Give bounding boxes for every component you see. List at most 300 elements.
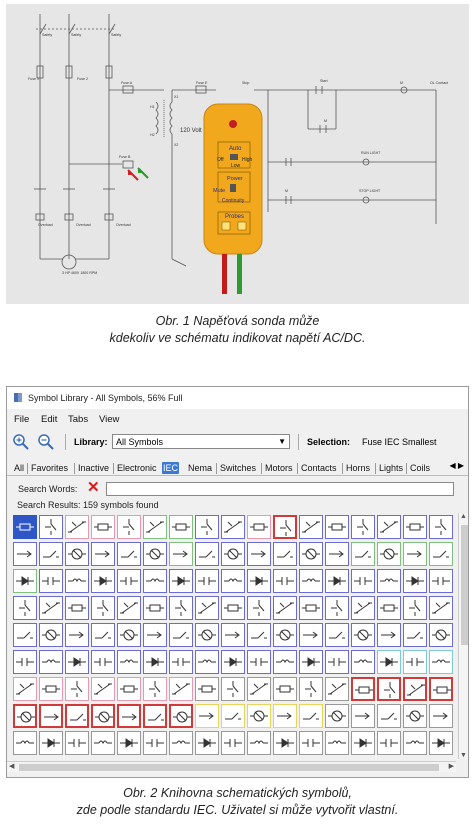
symbol-cell[interactable] <box>429 515 453 539</box>
symbol-cell[interactable] <box>247 515 271 539</box>
symbol-cell[interactable] <box>325 731 349 755</box>
tab-inactive[interactable]: Inactive <box>78 463 110 473</box>
symbol-cell[interactable] <box>429 731 453 755</box>
symbol-cell[interactable] <box>247 542 271 566</box>
tab-favorites[interactable]: Favorites <box>31 463 69 473</box>
schematic-symbol-icon <box>328 518 346 536</box>
schematic-symbol-icon <box>380 626 398 644</box>
search-row <box>7 480 468 498</box>
symbol-cell[interactable] <box>13 704 37 728</box>
symbol-cell[interactable] <box>221 515 245 539</box>
symbol-cell[interactable] <box>377 569 401 593</box>
schematic-symbol-icon <box>198 599 216 617</box>
schematic-symbol-icon <box>146 599 164 617</box>
figure-1-caption-line-1: Obr. 1 Napěťová sonda může <box>155 314 320 328</box>
symbol-cell[interactable] <box>143 623 167 647</box>
symbol-cell[interactable] <box>65 596 89 620</box>
symbol-cell[interactable] <box>117 623 141 647</box>
scroll-up-icon[interactable]: ▲ <box>460 513 467 520</box>
symbol-cell[interactable] <box>195 596 219 620</box>
schematic-symbol-icon <box>432 707 450 725</box>
schematic-symbol-icon <box>302 626 320 644</box>
schematic-symbol-icon <box>224 545 242 563</box>
schematic-symbol-icon <box>146 680 164 698</box>
menu-view[interactable]: View <box>99 414 120 425</box>
symbol-cell[interactable] <box>169 731 193 755</box>
schematic-symbol-icon <box>354 572 372 590</box>
symbol-cell[interactable] <box>247 731 271 755</box>
symbol-cell[interactable] <box>13 623 37 647</box>
symbol-cell[interactable] <box>195 731 219 755</box>
schematic-symbol-icon <box>302 572 320 590</box>
symbol-cell[interactable] <box>299 515 323 539</box>
symbol-cell[interactable] <box>273 596 297 620</box>
schematic-symbol-icon <box>276 734 294 752</box>
symbol-cell[interactable] <box>117 569 141 593</box>
schematic-symbol-icon <box>198 653 216 671</box>
symbol-cell[interactable] <box>39 542 63 566</box>
schematic-symbol-icon <box>380 599 398 617</box>
symbol-cell[interactable] <box>325 542 349 566</box>
schematic-symbol-icon <box>354 653 372 671</box>
symbol-cell[interactable] <box>13 731 37 755</box>
tab-strip <box>7 460 468 476</box>
symbol-cell[interactable] <box>273 677 297 701</box>
symbol-cell[interactable] <box>143 731 167 755</box>
symbol-cell[interactable] <box>13 515 37 539</box>
symbol-cell[interactable] <box>195 704 219 728</box>
symbol-cell[interactable] <box>65 704 89 728</box>
symbol-cell[interactable] <box>377 731 401 755</box>
safety-label-1: Safety <box>42 33 53 37</box>
symbol-cell[interactable] <box>39 623 63 647</box>
schematic-symbol-icon <box>17 708 35 726</box>
symbol-library-window <box>6 386 469 778</box>
symbol-cell[interactable] <box>377 542 401 566</box>
symbol-cell[interactable] <box>143 650 167 674</box>
symbol-cell[interactable] <box>377 704 401 728</box>
zoom-in-icon[interactable] <box>12 433 30 451</box>
figure-1-caption <box>0 313 475 347</box>
symbol-cell[interactable] <box>117 596 141 620</box>
schematic-symbol-icon <box>120 599 138 617</box>
symbol-cell[interactable] <box>403 704 427 728</box>
schematic-symbol-icon <box>198 572 216 590</box>
x2-label: X2 <box>174 143 179 147</box>
symbol-cell[interactable] <box>65 515 89 539</box>
symbol-cell[interactable] <box>325 704 349 728</box>
schematic-symbol-icon <box>198 707 216 725</box>
symbol-cell[interactable] <box>91 569 115 593</box>
tab-iec[interactable]: IEC <box>163 463 179 473</box>
symbol-cell[interactable] <box>13 596 37 620</box>
symbol-cell[interactable] <box>429 650 453 674</box>
schematic-symbol-icon <box>68 518 86 536</box>
schematic-symbol-icon <box>276 572 294 590</box>
tab-all[interactable]: All <box>14 463 25 473</box>
schematic-symbol-icon <box>432 572 450 590</box>
schematic-symbol-icon <box>120 653 138 671</box>
symbol-cell[interactable] <box>403 650 427 674</box>
symbol-cell[interactable] <box>429 677 453 701</box>
tab-horns[interactable]: Horns <box>346 463 371 473</box>
symbol-cell[interactable] <box>247 569 271 593</box>
schematic-symbol-icon <box>224 572 242 590</box>
schematic-symbol-icon <box>42 653 60 671</box>
symbol-cell[interactable] <box>117 731 141 755</box>
selection-label: Selection: <box>307 437 351 447</box>
schematic-symbol-icon <box>68 545 86 563</box>
symbol-cell[interactable] <box>195 542 219 566</box>
schematic-symbol-icon <box>302 518 320 536</box>
symbol-cell[interactable] <box>377 515 401 539</box>
schematic-symbol-icon <box>43 708 61 726</box>
symbol-cell[interactable] <box>39 704 63 728</box>
symbol-cell[interactable] <box>273 704 297 728</box>
schematic-symbol-icon <box>120 680 138 698</box>
symbol-cell[interactable] <box>299 623 323 647</box>
symbol-cell[interactable] <box>117 677 141 701</box>
symbol-cell[interactable] <box>299 731 323 755</box>
schematic-symbol-icon <box>42 680 60 698</box>
symbol-cell[interactable] <box>143 569 167 593</box>
symbol-cell[interactable] <box>403 677 427 701</box>
schematic-symbol-icon <box>95 708 113 726</box>
symbol-cell[interactable] <box>13 650 37 674</box>
symbol-cell[interactable] <box>169 650 193 674</box>
schematic-symbol-icon <box>433 681 451 699</box>
scroll-down-icon[interactable]: ▼ <box>460 752 467 759</box>
symbol-cell[interactable] <box>377 677 401 701</box>
symbol-cell[interactable] <box>377 596 401 620</box>
figure-2-caption <box>0 785 475 819</box>
schematic-symbol-icon <box>250 734 268 752</box>
symbol-cell[interactable] <box>299 596 323 620</box>
schematic-symbol-icon <box>354 518 372 536</box>
symbol-cell[interactable] <box>273 731 297 755</box>
symbol-cell[interactable] <box>13 542 37 566</box>
schematic-symbol-icon <box>224 680 242 698</box>
symbol-cell[interactable] <box>143 677 167 701</box>
symbol-cell[interactable] <box>117 650 141 674</box>
window-title: Symbol Library - All Symbols, 56% Full <box>28 393 183 403</box>
overload-label-1: Overload <box>38 223 53 227</box>
schematic-symbol-icon <box>173 708 191 726</box>
schematic-symbol-icon <box>42 599 60 617</box>
symbol-cell[interactable] <box>325 650 349 674</box>
tab-lights[interactable]: Lights <box>379 463 404 473</box>
symbol-cell[interactable] <box>169 542 193 566</box>
schematic-symbol-icon <box>250 707 268 725</box>
symbol-cell[interactable] <box>143 515 167 539</box>
symbol-cell[interactable] <box>169 569 193 593</box>
symbol-cell[interactable] <box>39 731 63 755</box>
scroll-thumb[interactable] <box>461 525 468 645</box>
schematic-symbol-icon <box>302 545 320 563</box>
schematic-symbol-icon <box>68 653 86 671</box>
schematic-symbol-icon <box>328 680 346 698</box>
symbol-cell[interactable] <box>221 650 245 674</box>
symbol-cell[interactable] <box>91 542 115 566</box>
schematic-symbol-icon <box>250 518 268 536</box>
library-select[interactable] <box>112 434 290 449</box>
symbol-cell[interactable] <box>429 623 453 647</box>
symbol-cell[interactable] <box>91 515 115 539</box>
schematic-symbol-icon <box>302 680 320 698</box>
schematic-symbol-icon <box>250 653 268 671</box>
symbol-cell[interactable] <box>221 731 245 755</box>
volt-label: 120 Volt <box>180 128 202 134</box>
symbol-cell[interactable] <box>91 677 115 701</box>
symbol-cell[interactable] <box>273 542 297 566</box>
symbol-cell[interactable] <box>65 569 89 593</box>
symbol-cell[interactable] <box>325 677 349 701</box>
schematic-symbol-icon <box>121 708 139 726</box>
symbol-cell[interactable] <box>325 515 349 539</box>
symbol-cell[interactable] <box>91 704 115 728</box>
m-contact-label-1: M <box>324 119 327 123</box>
m-contact-label-2: M <box>285 189 288 193</box>
library-select-value: All Symbols <box>116 437 164 447</box>
symbol-cell[interactable] <box>195 515 219 539</box>
h1-label: H1 <box>150 105 155 109</box>
tester-low-label: Low <box>231 163 241 169</box>
schematic-symbol-icon <box>172 518 190 536</box>
symbol-cell[interactable] <box>195 623 219 647</box>
symbol-cell[interactable] <box>351 731 375 755</box>
schematic-symbol-icon <box>146 518 164 536</box>
symbol-cell[interactable] <box>403 731 427 755</box>
horizontal-scrollbar[interactable] <box>7 761 456 772</box>
symbol-cell[interactable] <box>117 542 141 566</box>
symbol-cell[interactable] <box>351 650 375 674</box>
symbol-cell[interactable] <box>247 623 271 647</box>
tab-electronic[interactable]: Electronic <box>117 463 157 473</box>
schematic-symbol-icon <box>250 680 268 698</box>
symbol-cell[interactable] <box>13 569 37 593</box>
fuse-a-label: Fuse A <box>121 81 133 85</box>
x1-label: X1 <box>174 95 179 99</box>
symbol-cell[interactable] <box>351 515 375 539</box>
symbol-cell[interactable] <box>403 596 427 620</box>
symbol-cell[interactable] <box>221 704 245 728</box>
safety-label-3: Safety <box>111 33 122 37</box>
schematic-symbol-icon <box>94 680 112 698</box>
toolbar <box>7 431 468 453</box>
schematic-symbol-icon <box>172 545 190 563</box>
toolbar-divider-2 <box>298 434 299 450</box>
schematic-symbol-icon <box>354 707 372 725</box>
symbol-cell[interactable] <box>247 704 271 728</box>
symbol-cell[interactable] <box>351 677 375 701</box>
symbol-cell[interactable] <box>39 569 63 593</box>
tab-nema[interactable]: Nema <box>188 463 213 473</box>
symbol-cell[interactable] <box>429 542 453 566</box>
symbol-cell[interactable] <box>221 542 245 566</box>
symbol-cell[interactable] <box>91 623 115 647</box>
symbol-cell[interactable] <box>351 596 375 620</box>
motor-label: 3 HP 460V 1800 RPM <box>62 271 98 275</box>
schematic-symbol-icon <box>16 734 34 752</box>
hscroll-thumb[interactable] <box>19 764 439 771</box>
schematic-symbol-icon <box>302 707 320 725</box>
symbol-cell[interactable] <box>117 704 141 728</box>
symbol-cell[interactable] <box>13 677 37 701</box>
symbol-cell[interactable] <box>169 677 193 701</box>
symbol-cell[interactable] <box>299 650 323 674</box>
symbol-cell[interactable] <box>117 515 141 539</box>
symbol-cell[interactable] <box>91 731 115 755</box>
symbol-cell[interactable] <box>429 596 453 620</box>
symbol-cell[interactable] <box>351 569 375 593</box>
schematic-symbol-icon <box>354 545 372 563</box>
symbol-cell[interactable] <box>221 569 245 593</box>
schematic-symbol-icon <box>16 680 34 698</box>
title-bar <box>7 387 468 409</box>
schematic-symbol-icon <box>120 518 138 536</box>
schematic-symbol-icon <box>172 599 190 617</box>
symbol-cell[interactable] <box>169 596 193 620</box>
symbol-cell[interactable] <box>195 569 219 593</box>
symbol-cell[interactable] <box>91 596 115 620</box>
symbol-cell[interactable] <box>403 515 427 539</box>
symbol-cell[interactable] <box>351 542 375 566</box>
symbol-cell[interactable] <box>377 623 401 647</box>
symbol-cell[interactable] <box>299 542 323 566</box>
vertical-scrollbar[interactable] <box>458 513 469 759</box>
symbol-cell[interactable] <box>65 623 89 647</box>
symbol-cell[interactable] <box>403 623 427 647</box>
symbol-cell[interactable] <box>143 596 167 620</box>
symbol-cell[interactable] <box>221 677 245 701</box>
symbol-cell[interactable] <box>195 677 219 701</box>
symbol-cell[interactable] <box>351 704 375 728</box>
tab-scroll-arrows-icon[interactable]: ◀ ▶ <box>449 461 464 470</box>
symbol-cell[interactable] <box>325 623 349 647</box>
tester-continuity-label: Continuity <box>222 198 245 204</box>
menu-file[interactable]: File <box>14 414 30 425</box>
motor-control-schematic <box>6 4 469 304</box>
schematic-symbol-icon <box>68 680 86 698</box>
menu-tabs[interactable]: Tabs <box>68 414 89 425</box>
book-icon <box>13 392 24 403</box>
schematic-symbol-icon <box>42 626 60 644</box>
scroll-left-icon[interactable]: ◀ <box>9 763 15 770</box>
symbol-cell[interactable] <box>65 542 89 566</box>
symbol-cell[interactable] <box>221 596 245 620</box>
symbol-cell[interactable] <box>39 596 63 620</box>
schematic-symbol-icon <box>432 545 450 563</box>
schematic-symbol-icon <box>172 680 190 698</box>
symbol-cell[interactable] <box>403 542 427 566</box>
schematic-symbol-icon <box>147 708 165 726</box>
schematic-symbol-icon <box>250 545 268 563</box>
symbol-cell[interactable] <box>247 650 271 674</box>
symbol-cell[interactable] <box>429 569 453 593</box>
symbol-cell[interactable] <box>169 623 193 647</box>
voltage-tester <box>204 104 262 254</box>
schematic-symbol-icon <box>328 626 346 644</box>
symbol-cell[interactable] <box>273 569 297 593</box>
symbol-cell[interactable] <box>299 677 323 701</box>
symbol-cell[interactable] <box>39 650 63 674</box>
symbol-cell[interactable] <box>39 515 63 539</box>
schematic-symbol-icon <box>354 599 372 617</box>
zoom-out-icon[interactable] <box>37 433 55 451</box>
symbol-cell[interactable] <box>325 596 349 620</box>
symbol-cell[interactable] <box>91 650 115 674</box>
tester-probes-label: Probes <box>225 214 245 220</box>
scroll-right-icon[interactable]: ▶ <box>448 763 454 770</box>
symbol-cell[interactable] <box>403 569 427 593</box>
symbol-cell[interactable] <box>273 650 297 674</box>
schematic-symbol-icon <box>198 680 216 698</box>
schematic-symbol-icon <box>328 734 346 752</box>
symbol-cell[interactable] <box>169 704 193 728</box>
schematic-symbol-icon <box>354 626 372 644</box>
schematic-symbol-icon <box>16 599 34 617</box>
symbol-cell[interactable] <box>351 623 375 647</box>
schematic-symbol-icon <box>94 572 112 590</box>
schematic-symbol-icon <box>146 572 164 590</box>
schematic-symbol-icon <box>432 653 450 671</box>
symbol-cell[interactable] <box>195 650 219 674</box>
symbol-cell[interactable] <box>39 677 63 701</box>
schematic-symbol-icon <box>406 518 424 536</box>
clear-search-icon[interactable]: ✕ <box>87 479 100 496</box>
symbol-cell[interactable] <box>377 650 401 674</box>
schematic-symbol-icon <box>406 707 424 725</box>
tab-coils[interactable]: Coils <box>410 463 431 473</box>
symbol-cell[interactable] <box>65 731 89 755</box>
symbol-cell[interactable] <box>143 704 167 728</box>
symbol-cell[interactable] <box>299 569 323 593</box>
symbol-cell[interactable] <box>143 542 167 566</box>
schematic-symbol-icon <box>380 545 398 563</box>
symbol-cell[interactable] <box>65 677 89 701</box>
symbol-cell[interactable] <box>273 623 297 647</box>
schematic-symbol-icon <box>68 599 86 617</box>
symbol-cell[interactable] <box>247 677 271 701</box>
schematic-symbol-icon <box>406 545 424 563</box>
schematic-symbol-icon <box>68 734 86 752</box>
schematic-symbol-icon <box>42 518 60 536</box>
tab-switches[interactable]: Switches <box>220 463 257 473</box>
toolbar-divider <box>65 434 66 450</box>
symbol-cell[interactable] <box>325 569 349 593</box>
symbol-cell[interactable] <box>429 704 453 728</box>
symbol-grid <box>7 513 456 759</box>
schematic-symbol-icon <box>172 734 190 752</box>
tester-mute-label: Mute <box>213 188 226 194</box>
tab-contacts[interactable]: Contacts <box>301 463 337 473</box>
tester-power-label: Power <box>227 176 243 182</box>
symbol-cell[interactable] <box>169 515 193 539</box>
symbol-cell[interactable] <box>221 623 245 647</box>
symbol-cell[interactable] <box>273 515 297 539</box>
overload-label-2: Overload <box>76 223 91 227</box>
search-input[interactable] <box>106 482 454 496</box>
tab-motors[interactable]: Motors <box>265 463 293 473</box>
symbol-cell[interactable] <box>65 650 89 674</box>
schematic-symbol-icon <box>328 599 346 617</box>
selection-value: Fuse IEC Smallest <box>362 437 437 447</box>
symbol-cell[interactable] <box>299 704 323 728</box>
symbol-cell[interactable] <box>247 596 271 620</box>
menu-edit[interactable]: Edit <box>41 414 58 425</box>
schematic-symbol-icon <box>120 626 138 644</box>
schematic-symbol-icon <box>380 518 398 536</box>
